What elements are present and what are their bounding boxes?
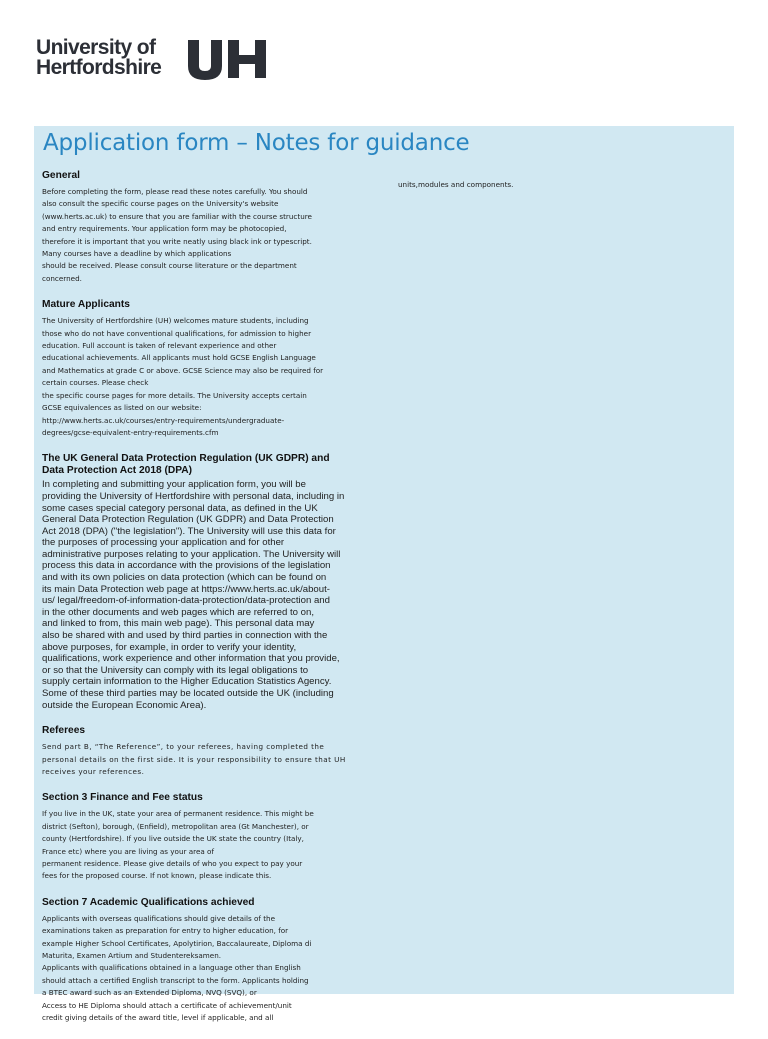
guidance-panel — [34, 126, 734, 1023]
continued-text: units,modules and components. — [398, 180, 514, 189]
section-body: Send part B, “The Reference”, to your referees, having completed the personal details on the first side. It is your responsibility to ensure that UH receives your references. — [42, 742, 346, 776]
section-heading: Mature Applicants — [42, 299, 130, 311]
uh-logo-mark-icon — [186, 38, 270, 80]
section-referees — [42, 725, 378, 778]
section-finance-fee-status — [42, 792, 378, 882]
page-title: Application form – Notes for guidance — [43, 130, 470, 156]
logo-line-1: University of — [36, 36, 156, 59]
section-heading: Referees — [42, 725, 86, 737]
section-body: The University of Hertfordshire (UH) welcomes mature students, including those who do not have conventional qualifications, for admission to higher education. Full account is taken of relevant experience and other educational achievements. All applicants must hold GCSE English Language and Mathematics at grade C or above. GCSE Science may also be required for certain courses. Please check the specific course pages for more details. The University accepts certain GCSE equivalences as listed on our website: http://www.herts.ac.uk/courses/entry-requirements/undergraduate- degrees/gcse-equivalent-entry-requirements.cfm — [42, 316, 324, 437]
section-body: Applicants with overseas qualifications should give details of the examinations taken as preparation for entry to higher education, for example Higher School Certificates, Apolytirion, Baccalaureate, Diploma di Maturita, Examen Artium and Studentereksamen. Applicants with qualifications obtained in a language other than English should attach a certified English transcript to the form. Applicants holding a BTEC award such as an Extended Diploma, NVQ (SVQ), or Access to HE Diploma should attach a certificate of achievement/unit credit giving details of the award title, level if applicable, and all — [42, 913, 312, 1023]
section-general — [42, 170, 378, 285]
logo-wordmark — [36, 38, 184, 78]
section-heading: Section 7 Academic Qualifications achieved — [42, 896, 255, 908]
section-heading-line-1: The UK General Data Protection Regulation (UK GDPR) and — [42, 453, 330, 465]
section-gdpr — [42, 453, 378, 711]
section-heading: General — [42, 170, 80, 181]
logo-line-2: Hertfordshire — [36, 56, 162, 79]
section-academic-qualifications — [42, 897, 378, 1025]
left-column — [42, 170, 378, 1039]
section-heading: Section 3 Finance and Fee status — [42, 792, 203, 804]
section-body: If you live in the UK, state your area of permanent residence. This might be district (Sefton), borough, (Enfield), metropolitan area (Gt Manchester), or county (Hertfordshire). If you live outside the UK state the country (Italy, France etc) where you are living as your area of permanent residence. Please give details of who you expect to pay your fees for the proposed course. If not known, please indicate this. — [42, 809, 314, 881]
section-heading-line-2: Data Protection Act 2018 (DPA) — [42, 465, 193, 477]
section-mature-applicants — [42, 299, 378, 439]
section-body: In completing and submitting your application form, you will be providing the University of Hertfordshire with personal data, including in some cases special category personal data, as defined in the UK General Data Protection Regulation (UK GDPR) and Data Protection Act 2018 (DPA) ("the legislation"). The University will use this data for the purposes of processing your application and for other administrative purposes relating to your application. The University will process this data in accordance with the provisions of the legislation and with its own policies on data protection (which can be found on its main Data Protection web page at https://www.herts.ac.uk/about- us/ legal/freedom-of-information-data-protection/data-protection and in the other documents and web pages which are referred to on, and linked to from, this main web page). This personal data may also be shared with and used by third parties in connection with the above purposes, for example, in order to verify your identity, qualifications, work experience and other information that you provide, or so that the University can comply with its legal obligations to supply certain information to the Higher Education Statistics Agency. Some of these third parties may be located outside the UK (including outside the European Economic Area). — [42, 479, 345, 711]
section-body: Before completing the form, please read these notes carefully. You should also consult the specific course pages on the University's website (www.herts.ac.uk) to ensure that you are familiar with the course structure and entry requirements. Your application form may be photocopied, therefore it is important that you write neatly using black ink or typescript. Many courses have a deadline by which applications should be received. Please consult course literature or the department concerned. — [42, 187, 312, 283]
right-column — [398, 175, 718, 191]
